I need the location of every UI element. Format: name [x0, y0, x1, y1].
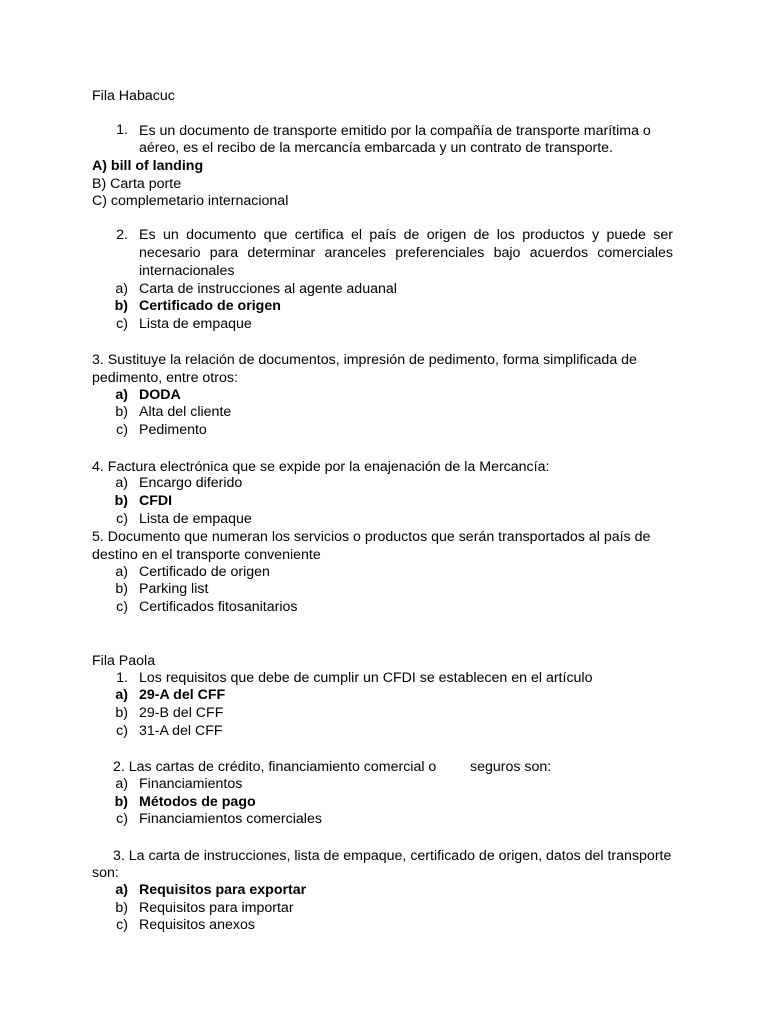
- question-text: internacionales: [139, 263, 235, 279]
- question-number: 1.: [116, 670, 128, 686]
- answer-option-correct: Métodos de pago: [139, 794, 256, 810]
- option-marker: b): [115, 705, 128, 721]
- option-marker: c): [116, 723, 128, 739]
- option-marker: a): [115, 882, 128, 898]
- section-title-habacuc: Fila Habacuc: [92, 88, 175, 104]
- answer-option: 29-B del CFF: [139, 705, 224, 721]
- option-marker: b): [115, 581, 128, 597]
- question-text: son:: [92, 865, 119, 881]
- answer-option: Encargo diferido: [139, 475, 243, 491]
- question-text: aéreo, es el recibo de la mercancía embarcada y un contrato de transporte.: [139, 140, 613, 156]
- question-text: Es un documento de transporte emitido por la compañía de transporte marítima o: [139, 123, 651, 139]
- question-text: pedimento, entre otros:: [92, 370, 238, 386]
- answer-option: C) complemetario internacional: [92, 193, 289, 209]
- question-text: 3. Sustituye la relación de documentos, impresión de pedimento, forma simplificada de: [92, 352, 637, 368]
- answer-option: Requisitos anexos: [139, 917, 255, 933]
- question-number: 2.: [116, 227, 128, 243]
- question-text: 4. Factura electrónica que se expide por la enajenación de la Mercancía:: [92, 459, 550, 475]
- option-marker: a): [115, 687, 128, 703]
- question-number: 1.: [116, 122, 128, 138]
- answer-option: Financiamientos: [139, 776, 243, 792]
- option-marker: c): [116, 811, 128, 827]
- answer-option: Parking list: [139, 581, 209, 597]
- answer-option-correct: 29-A del CFF: [139, 687, 226, 703]
- answer-option: Alta del cliente: [139, 404, 232, 420]
- question-text: 3. La carta de instrucciones, lista de empaque, certificado de origen, datos del transporte: [113, 848, 672, 864]
- option-marker: c): [116, 917, 128, 933]
- answer-option-correct: CFDI: [139, 493, 173, 509]
- answer-option: Pedimento: [139, 422, 207, 438]
- answer-option: Financiamientos comerciales: [139, 811, 322, 827]
- option-marker: c): [116, 599, 128, 615]
- answer-option-correct: A) bill of landing: [92, 158, 204, 174]
- option-marker: a): [115, 776, 128, 792]
- option-marker: b): [115, 404, 128, 420]
- answer-option: Certificados fitosanitarios: [139, 599, 298, 615]
- question-text: 2. Las cartas de crédito, financiamiento comercial o: [113, 759, 437, 775]
- answer-option-correct: DODA: [139, 387, 181, 403]
- question-text: 5. Documento que numeran los servicios o productos que serán transportados al país de: [92, 529, 651, 545]
- option-marker: a): [115, 281, 128, 297]
- question-text: necesario para determinar aranceles preferenciales bajo acuerdos comerciales: [139, 245, 673, 261]
- question-text: destino en el transporte conveniente: [92, 547, 321, 563]
- answer-option: 31-A del CFF: [139, 723, 223, 739]
- option-marker: a): [115, 387, 128, 403]
- option-marker: c): [116, 316, 128, 332]
- answer-option: Certificado de origen: [139, 564, 270, 580]
- question-text: Es un documento que certifica el país de origen de los productos y puede ser: [139, 227, 673, 243]
- option-marker: b): [114, 298, 128, 314]
- answer-option: Lista de empaque: [139, 511, 252, 527]
- option-marker: a): [115, 564, 128, 580]
- answer-option-correct: Requisitos para exportar: [139, 882, 307, 898]
- answer-option: Carta de instrucciones al agente aduanal: [139, 281, 397, 297]
- section-title-paola: Fila Paola: [92, 653, 156, 669]
- answer-option-correct: Certificado de origen: [139, 298, 281, 314]
- question-text: Los requisitos que debe de cumplir un CFDI se establecen en el artículo: [139, 670, 593, 686]
- answer-option: Requisitos para importar: [139, 900, 294, 916]
- option-marker: b): [114, 493, 128, 509]
- answer-option: Lista de empaque: [139, 316, 252, 332]
- question-text: seguros son:: [470, 759, 552, 775]
- option-marker: b): [115, 900, 128, 916]
- answer-option: B) Carta porte: [92, 176, 182, 192]
- option-marker: a): [115, 475, 128, 491]
- option-marker: b): [114, 794, 128, 810]
- option-marker: c): [116, 511, 128, 527]
- option-marker: c): [116, 422, 128, 438]
